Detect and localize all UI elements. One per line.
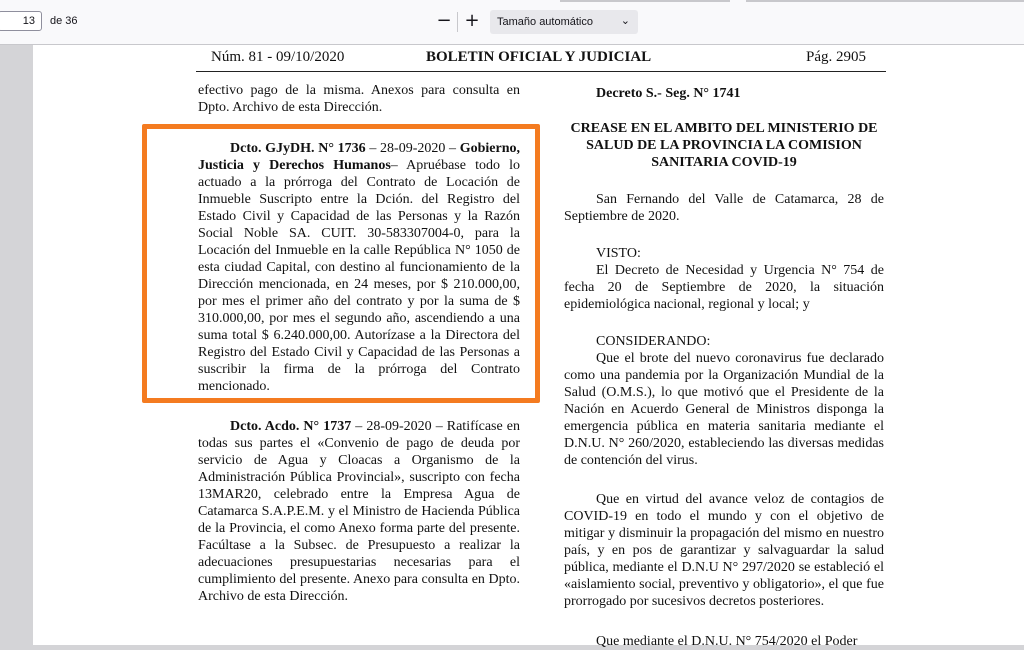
issue-number: Núm. 81 - 09/10/2020 <box>211 49 345 65</box>
plus-icon: + <box>464 10 480 31</box>
considerando-1: Que el brote del nuevo coronavirus fue declarado como una pandemia por la Organización Mundial de la Salud (O.M.S.), lo que motivó que el Presidente de la Nación en Acuerdo General de Ministros disponga la emergencia pública en materia sanitaria mediante el D.N.U. N° 260/2020, estableciendo las diversas medidas de contención del virus. <box>564 351 884 468</box>
decree-1736-title: Dcto. GJyDH. N° 1736 <box>230 141 366 156</box>
page-number-input[interactable] <box>0 11 42 31</box>
place-date-block <box>564 191 884 225</box>
left-intro <box>198 82 520 116</box>
considerando-block <box>564 333 884 469</box>
zoom-select[interactable] <box>490 10 638 34</box>
toolbar-separator <box>457 12 458 32</box>
decree-1736-body: – Apruébase todo lo actuado a la prórroga del Contrato de Locación de Inmueble Suscripto entre la Dción. del Registro del Estado Civil y Capacidad de las Personas y la Razón Social Noble SA. CUIT. 30-583307004-0, para la Locación del Inmueble en la calle República N° 1050 de esta ciudad Capital, con destino al funcionamiento de la Dirección mencionada, en 24 meses, por $ 210.000,00, por mes el primer año del contrato y por la suma de $ 310.000,00, por mes el segundo año, ascendiendo a una suma total $ 6.240.000,00. Autorízase a la Directora del Registro del Estado Civil y Capacidad de las Personas a suscribir la firma de la prórroga del Contrato mencionado. <box>198 158 520 394</box>
decree-1737-body: – 28-09-2020 – Ratifícase en todas sus partes el «Convenio de pago de deuda por servicio de Agua y Cloacas a Organismo de la Administración Pública Provincial», suscripto con fecha 13MAR20, celebrado entre la Empresa Agua de Catamarca S.A.P.E.M. y el Ministro de Hacienda Pública de la Provincia, el como Anexo forma parte del presente. Facúltase a la Subsec. de Presupuesto a realizar la adecuaciones presupuestarias necesarias para el cumplimiento del presente. Anexo para consulta en Dpto. Archivo de esta Dirección. <box>198 419 520 604</box>
minus-icon: − <box>436 10 452 31</box>
publication-title: BOLETIN OFICIAL Y JUDICIAL <box>426 49 652 65</box>
decree-1737 <box>198 418 520 605</box>
zoom-out-button[interactable] <box>432 9 456 33</box>
pdf-toolbar <box>0 0 1024 45</box>
visto-block <box>564 245 884 313</box>
zoom-in-button[interactable] <box>460 9 484 33</box>
considerando-2-block <box>564 491 884 610</box>
cutoff-line: Que mediante el D.N.U. N° 754/2020 el Poder <box>596 634 858 649</box>
cutoff-block <box>564 633 884 650</box>
considerando-label: CONSIDERANDO: <box>596 334 711 349</box>
zoom-select-label: Tamaño automático <box>497 16 593 28</box>
tab-strip-edge <box>560 0 730 2</box>
decree-1736-date: – 28-09-2020 – <box>365 141 460 156</box>
decree-1736-org: Gobierno, Justicia y Derechos Humanos <box>198 141 521 173</box>
tab-strip-edge-right <box>746 0 1024 2</box>
document-page <box>33 45 1024 649</box>
chevron-down-icon: ⌄ <box>620 14 630 27</box>
intro-paragraph: efectivo pago de la misma. Anexos para consulta en Dpto. Archivo de esta Dirección. <box>198 83 520 115</box>
highlight-box <box>142 124 540 403</box>
visto-body: El Decreto de Necesidad y Urgencia N° 754 de fecha 20 de Septiembre de 2020, la situación epidemiológica nacional, regional y local; y <box>564 263 884 312</box>
page-total-label: de 36 <box>50 15 78 27</box>
decree-1741-title-block <box>564 85 884 102</box>
considerando-2: Que en virtud del avance veloz de contagios de COVID-19 en todo el mundo y con el objetivo de mitigar y disminuir la propagación del mismo en nuestro país, y en pos de garantizar y salvaguardar la salud pública, mediante el D.N.U N° 297/2020 se estableció el «aislamiento social, preventivo y obligatorio», el que fue prorrogado por sucesivos decretos posteriores. <box>564 492 884 609</box>
visto-label: VISTO: <box>596 246 641 261</box>
decree-1737-title: Dcto. Acdo. N° 1737 <box>230 419 352 434</box>
place-date: San Fernando del Valle de Catamarca, 28 de Septiembre de 2020. <box>564 192 884 224</box>
decree-1741-heading: CREASE EN EL AMBITO DEL MINISTERIO DE SALUD DE LA PROVINCIA LA COMISION SANITARIA COVID-19 <box>570 121 878 170</box>
header-rule <box>196 71 886 72</box>
page-label: Pág. 2905 <box>806 49 866 65</box>
decree-1737-paragraph <box>198 418 520 605</box>
decree-1741-heading-block <box>564 120 884 171</box>
decree-1741-title: Decreto S.- Seg. N° 1741 <box>596 86 741 101</box>
